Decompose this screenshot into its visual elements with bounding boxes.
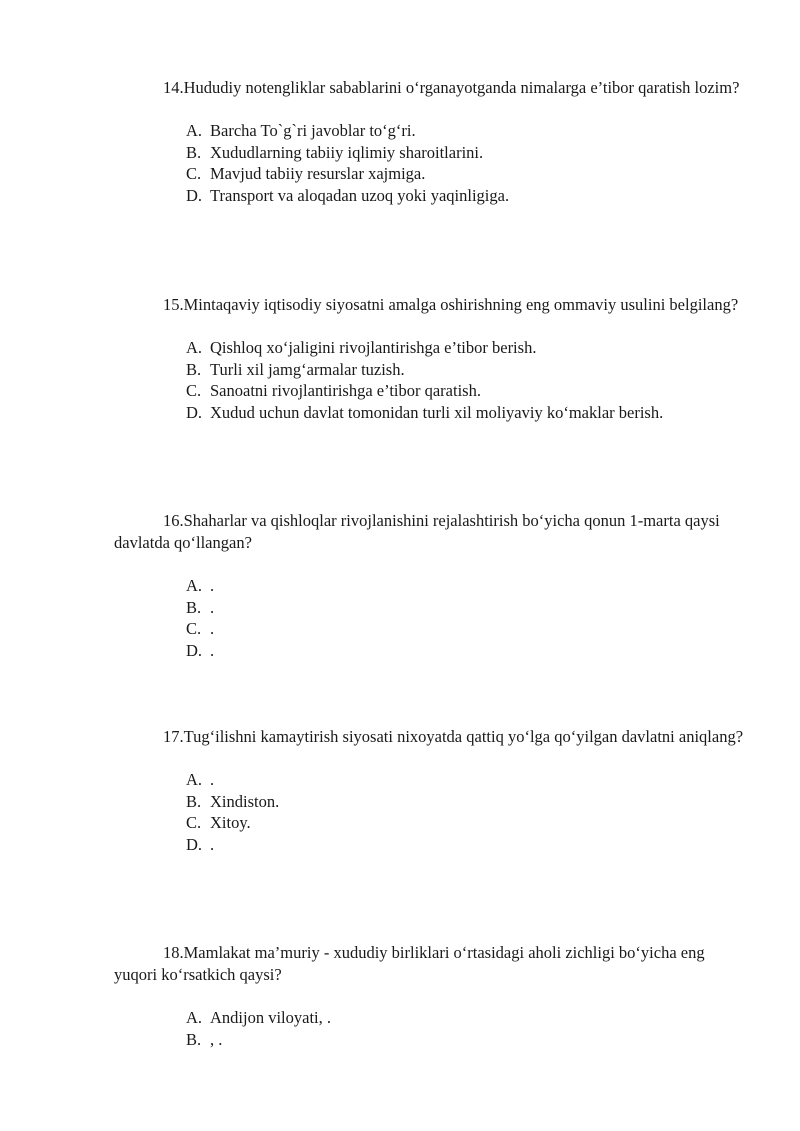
option-c — [186, 163, 744, 185]
question-text: 15.Mintaqaviy iqtisodiy siyosatni amalga oshirishning eng ommaviy usulini belgilang? — [163, 295, 739, 314]
option-b — [186, 1029, 744, 1051]
option-letter: A. — [186, 338, 203, 357]
question-text: 16.Shaharlar va qishloqlar rivojlanishini rejalashtirish bo‘yicha qonun 1-marta qaysi davlatda qo‘llangan? — [114, 511, 720, 552]
option-a — [186, 575, 744, 597]
question-14 — [114, 77, 744, 206]
option-text: , . — [210, 1029, 223, 1049]
option-c — [186, 618, 744, 640]
option-a — [186, 337, 744, 359]
option-d — [186, 834, 744, 856]
question-16 — [114, 510, 744, 661]
option-d — [186, 640, 744, 662]
option-b — [186, 359, 744, 381]
option-text: . — [210, 597, 215, 617]
option-text: Xindiston. — [210, 791, 280, 811]
option-text: Barcha To`g`ri javoblar to‘g‘ri. — [210, 121, 416, 140]
option-b — [186, 791, 744, 813]
option-c — [186, 380, 744, 402]
question-text: 18.Mamlakat ma’muriy - xududiy birliklari o‘rtasidagi aholi zichligi bo‘yicha eng yuqori ko‘rsatkich qaysi? — [114, 943, 705, 984]
option-letter: B. — [186, 1029, 202, 1049]
question-15 — [114, 294, 744, 423]
option-text: Turli xil jamg‘armalar tuzish. — [210, 359, 405, 379]
option-letter: B. — [186, 791, 202, 811]
option-letter: B. — [186, 359, 202, 379]
question-text: 17.Tug‘ilishni kamaytirish siyosati nixoyatda qattiq yo‘lga qo‘yilgan davlatni aniqlang? — [163, 727, 744, 746]
option-letter: C. — [186, 164, 202, 183]
option-text: . — [210, 770, 215, 789]
option-c — [186, 812, 744, 834]
option-text: Xitoy. — [210, 813, 251, 832]
option-letter: D. — [186, 402, 203, 422]
option-a — [186, 120, 744, 142]
option-text: Mavjud tabiiy resurslar xajmiga. — [210, 164, 426, 183]
option-text: . — [210, 576, 215, 595]
option-text: Xududlarning tabiiy iqlimiy sharoitlarini. — [210, 142, 484, 162]
option-d — [186, 185, 744, 207]
option-letter: A. — [186, 770, 203, 789]
option-text: Xudud uchun davlat tomonidan turli xil moliyaviy ko‘maklar berish. — [210, 402, 664, 422]
option-letter: D. — [186, 185, 203, 205]
option-text: Andijon viloyati, . — [210, 1008, 331, 1027]
option-d — [186, 402, 744, 424]
option-letter: A. — [186, 121, 203, 140]
option-text: Qishloq xo‘jaligini rivojlantirishga e’tibor berish. — [210, 338, 537, 357]
option-letter: D. — [186, 640, 203, 660]
answer-options — [186, 337, 744, 423]
option-letter: C. — [186, 381, 202, 400]
option-text: Transport va aloqadan uzoq yoki yaqinligiga. — [210, 185, 510, 205]
option-a — [186, 1007, 744, 1029]
option-b — [186, 142, 744, 164]
question-17 — [114, 726, 744, 855]
answer-options — [186, 575, 744, 661]
answer-options — [186, 769, 744, 855]
answer-options — [186, 1007, 744, 1050]
option-a — [186, 769, 744, 791]
option-letter: A. — [186, 576, 203, 595]
question-18 — [114, 942, 744, 1050]
option-letter: D. — [186, 834, 203, 854]
answer-options — [186, 120, 744, 206]
option-letter: B. — [186, 597, 202, 617]
option-letter: B. — [186, 142, 202, 162]
option-text: . — [210, 640, 215, 660]
option-text: Sanoatni rivojlantirishga e’tibor qaratish. — [210, 381, 481, 400]
option-text: . — [210, 619, 215, 638]
option-text: . — [210, 834, 215, 854]
question-text: 14.Hududiy notengliklar sabablarini o‘rganayotganda nimalarga e’tibor qaratish lozim? — [163, 78, 740, 97]
option-letter: A. — [186, 1008, 203, 1027]
option-letter: C. — [186, 619, 202, 638]
option-b — [186, 597, 744, 619]
option-letter: C. — [186, 813, 202, 832]
